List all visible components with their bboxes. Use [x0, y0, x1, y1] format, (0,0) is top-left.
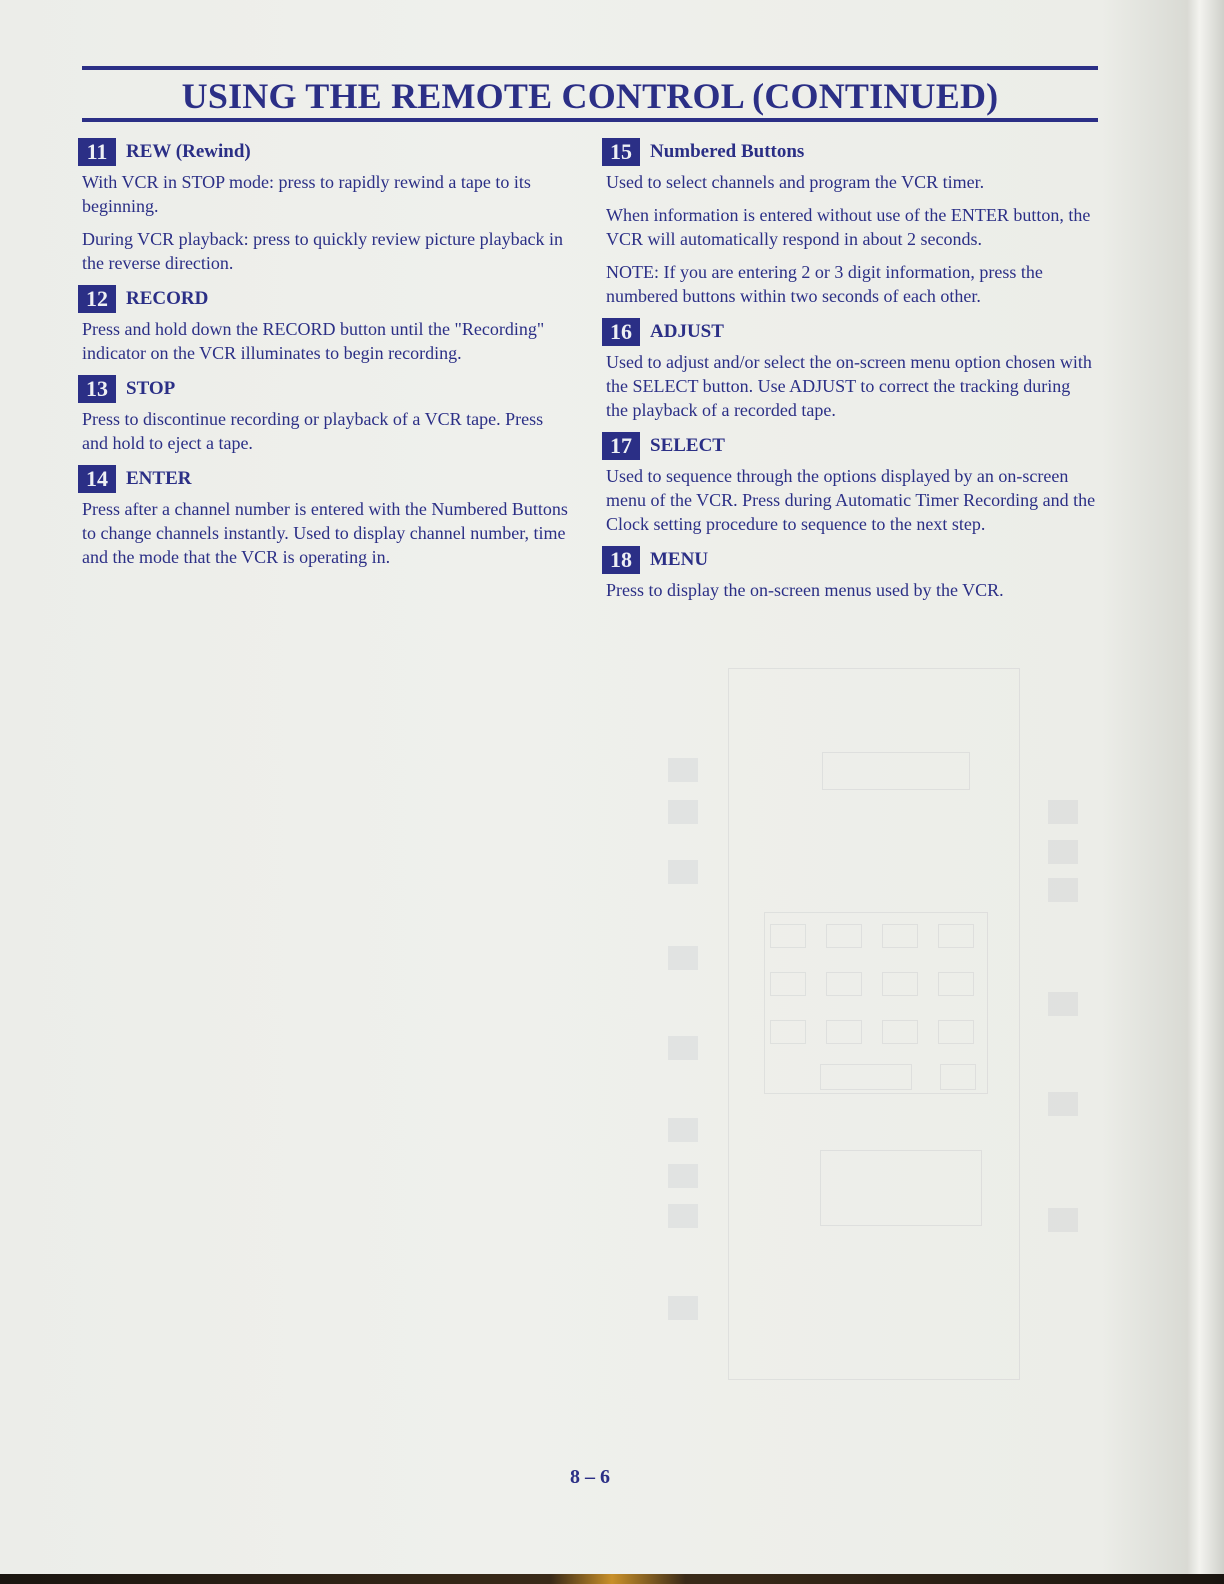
- item-stop: [78, 375, 568, 455]
- item-title: MENU: [650, 549, 709, 570]
- item-paragraph: Press and hold down the RECORD button until the "Recording" indicator on the VCR illuminates to begin recording.: [82, 319, 545, 363]
- page-number: 8 – 6: [570, 1466, 610, 1488]
- item-paragraph: Used to select channels and program the VCR timer.: [606, 172, 985, 192]
- item-paragraph: With VCR in STOP mode: press to rapidly rewind a tape to its beginning.: [82, 172, 531, 216]
- item-numbered-buttons: [602, 138, 1096, 308]
- item-header: [78, 285, 568, 313]
- item-menu: [602, 546, 1096, 602]
- item-paragraph: Press after a channel number is entered with the Numbered Buttons to change channels instantly. Used to display channel number, time and the mode that the VCR is operating in.: [82, 499, 568, 567]
- item-title: RECORD: [126, 288, 209, 309]
- item-title: ADJUST: [650, 321, 724, 342]
- left-column: [78, 138, 568, 579]
- item-paragraph: When information is entered without use of the ENTER button, the VCR will automatically respond in about 2 seconds.: [606, 205, 1091, 249]
- item-number-badge: 12: [78, 285, 116, 313]
- item-rewind: [78, 138, 568, 275]
- item-select: [602, 432, 1096, 536]
- item-title: SELECT: [650, 435, 725, 456]
- item-header: [78, 138, 568, 166]
- page-title: USING THE REMOTE CONTROL (CONTINUED): [181, 76, 999, 116]
- item-number-badge: 13: [78, 375, 116, 403]
- item-number-badge: 17: [602, 432, 640, 460]
- item-paragraph: Press to discontinue recording or playback of a VCR tape. Press and hold to eject a tape.: [82, 409, 544, 453]
- title-rule-top: [82, 66, 1098, 70]
- item-paragraph: During VCR playback: press to quickly review picture playback in the reverse direction.: [82, 229, 564, 273]
- item-number-badge: 18: [602, 546, 640, 574]
- item-adjust: [602, 318, 1096, 422]
- item-number-badge: 11: [78, 138, 116, 166]
- item-paragraph: NOTE: If you are entering 2 or 3 digit information, press the numbered buttons within two seconds of each other.: [606, 262, 1043, 306]
- item-paragraph: Press to display the on-screen menus used by the VCR.: [606, 580, 1004, 600]
- item-record: [78, 285, 568, 365]
- title-rule-bottom: [82, 118, 1098, 122]
- item-paragraph: Used to adjust and/or select the on-screen menu option chosen with the SELECT button. Use ADJUST to correct the tracking during the playback of a recorded tape.: [606, 352, 1092, 420]
- item-header: [78, 375, 568, 403]
- item-title: REW (Rewind): [126, 141, 251, 162]
- item-title: Numbered Buttons: [650, 141, 805, 162]
- item-title: STOP: [126, 378, 176, 399]
- item-paragraph: Used to sequence through the options displayed by an on-screen menu of the VCR. Press during Automatic Timer Recording and the Clock setting procedure to sequence to the next step.: [606, 466, 1096, 534]
- item-number-badge: 16: [602, 318, 640, 346]
- item-enter: [78, 465, 568, 569]
- item-header: [78, 465, 568, 493]
- item-number-badge: 15: [602, 138, 640, 166]
- page-bottom-edge: [0, 1574, 1224, 1584]
- item-title: ENTER: [126, 468, 192, 489]
- item-number-badge: 14: [78, 465, 116, 493]
- right-column: [602, 138, 1096, 612]
- item-header: [602, 546, 1096, 574]
- item-header: [602, 138, 1096, 166]
- item-header: [602, 432, 1096, 460]
- item-header: [602, 318, 1096, 346]
